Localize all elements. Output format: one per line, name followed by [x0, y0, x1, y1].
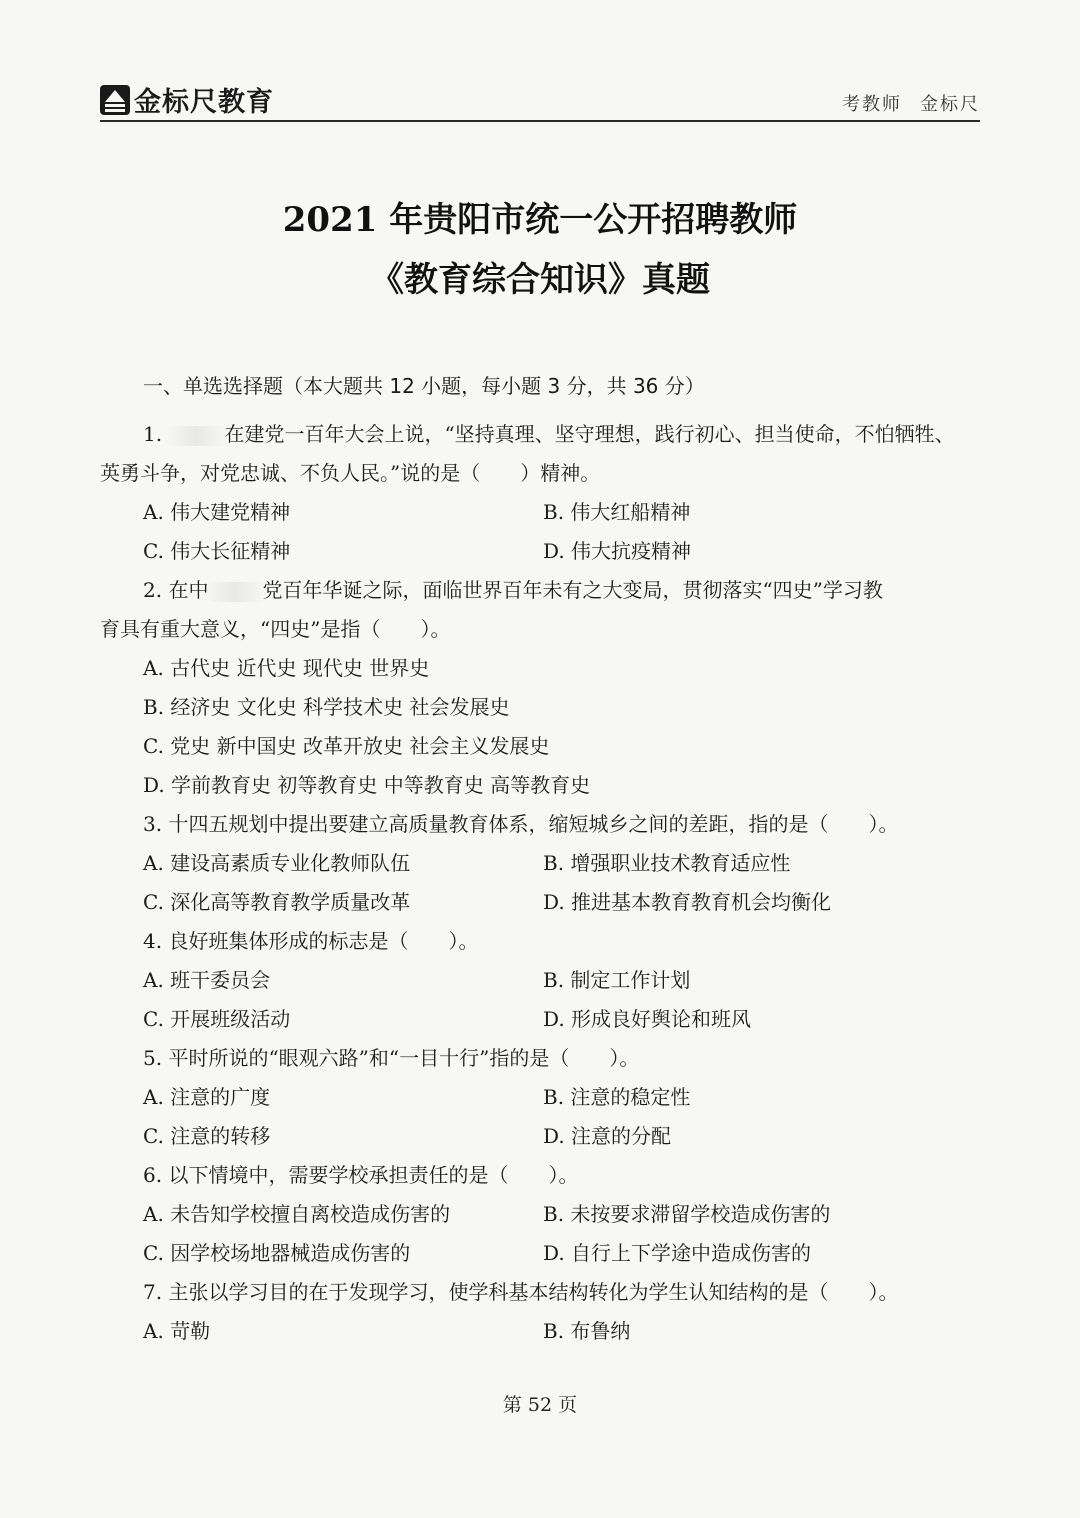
tagline-part-2: 金标尺	[920, 94, 980, 115]
header-tagline	[842, 90, 980, 116]
question-1-number: 1.	[143, 422, 169, 446]
question-5-option-c: C. 注意的转移	[143, 1124, 271, 1148]
question-2-text: 党百年华诞之际，面临世界百年未有之大变局，贯彻落实“四史”学习教	[262, 578, 883, 602]
question-6-option-a: A. 未告知学校擅自离校造成伤害的	[143, 1202, 451, 1226]
question-1-option-c: C. 伟大长征精神	[143, 539, 291, 563]
page-header	[100, 78, 980, 122]
question-3-stem: 3. 十四五规划中提出要建立高质量教育体系，缩短城乡之间的差距，指的是（ ）。	[143, 812, 899, 836]
question-1-option-d: D. 伟大抗疫精神	[543, 539, 692, 563]
question-2-option-c: C. 党史 新中国史 改革开放史 社会主义发展史	[143, 734, 550, 758]
logo-text: 金标尺教育	[134, 87, 274, 118]
question-7-option-a: A. 苛勒	[143, 1319, 211, 1343]
question-1-stem	[143, 418, 955, 447]
question-3-option-a: A. 建设高素质专业化教师队伍	[143, 851, 411, 875]
question-3-option-c: C. 深化高等教育教学质量改革	[143, 890, 411, 914]
question-2-stem	[143, 574, 883, 603]
question-2-option-a: A. 古代史 近代史 现代史 世界史	[143, 656, 430, 680]
redacted-blur	[168, 426, 224, 446]
question-7-option-b: B. 布鲁纳	[543, 1319, 631, 1343]
question-4-option-a: A. 班干委员会	[143, 968, 271, 992]
question-4-stem: 4. 良好班集体形成的标志是（ ）。	[143, 929, 479, 953]
question-2-option-b: B. 经济史 文化史 科学技术史 社会发展史	[143, 695, 510, 719]
question-2-number: 2. 在中	[143, 578, 209, 602]
question-5-stem: 5. 平时所说的“眼观六路”和“一目十行”指的是（ ）。	[143, 1046, 640, 1070]
question-1-stem-cont: 英勇斗争，对党忠诚、不负人民。”说的是（ ）精神。	[100, 461, 601, 485]
question-6-option-c: C. 因学校场地器械造成伤害的	[143, 1241, 411, 1265]
question-1-option-a: A. 伟大建党精神	[143, 500, 291, 524]
section-heading: 一、单选选择题（本大题共 12 小题，每小题 3 分，共 36 分）	[143, 374, 705, 398]
question-6-option-d: D. 自行上下学途中造成伤害的	[543, 1241, 812, 1265]
question-7-stem: 7. 主张以学习目的在于发现学习，使学科基本结构转化为学生认知结构的是（ ）。	[143, 1280, 899, 1304]
question-2-option-d: D. 学前教育史 初等教育史 中等教育史 高等教育史	[143, 773, 591, 797]
question-6-stem: 6. 以下情境中，需要学校承担责任的是（ ）。	[143, 1163, 579, 1187]
question-3-option-b: B. 增强职业技术教育适应性	[543, 851, 791, 875]
question-2-stem-cont: 育具有重大意义，“四史”是指（ ）。	[100, 617, 451, 641]
question-1-text: 在建党一百年大会上说，“坚持真理、坚守理想，践行初心、担当使命，不怕牺牲、	[224, 422, 955, 446]
question-5-option-a: A. 注意的广度	[143, 1085, 271, 1109]
tagline-part-1: 考教师	[842, 94, 902, 115]
document-title-line-2: 《教育综合知识》真题	[370, 260, 710, 300]
redacted-blur	[208, 582, 262, 602]
page-number: 第 52 页	[502, 1394, 578, 1416]
logo-icon	[100, 85, 130, 115]
logo	[100, 80, 274, 119]
question-5-option-d: D. 注意的分配	[543, 1124, 672, 1148]
question-1-option-b: B. 伟大红船精神	[543, 500, 691, 524]
question-5-option-b: B. 注意的稳定性	[543, 1085, 691, 1109]
question-4-option-c: C. 开展班级活动	[143, 1007, 291, 1031]
document-title-line-1: 2021 年贵阳市统一公开招聘教师	[282, 200, 798, 240]
question-3-option-d: D. 推进基本教育教育机会均衡化	[543, 890, 832, 914]
question-6-option-b: B. 未按要求滞留学校造成伤害的	[543, 1202, 831, 1226]
question-4-option-d: D. 形成良好舆论和班风	[543, 1007, 752, 1031]
question-4-option-b: B. 制定工作计划	[543, 968, 691, 992]
